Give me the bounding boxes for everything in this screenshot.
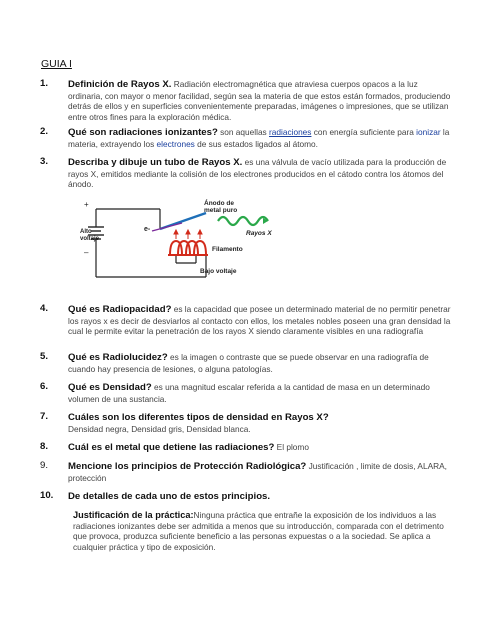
list-item — [40, 442, 452, 454]
list-item — [40, 352, 452, 374]
plus-sign: + — [84, 200, 89, 209]
justificacion-text: Ninguna práctica que entrañe la exposición de los individuos a las radiaciones ionizantes debe ser admitida a menos que su introducción, comparada con el detrimento que provoca, produzca suficiente beneficio a las personas expuestas o a la sociedad. Se aplica a cualquier práctica y tipo de exposición. — [73, 510, 444, 552]
alto-voltaje-label: Alto — [80, 229, 92, 235]
electron-beam-arrow — [152, 223, 182, 231]
filament-coil — [168, 241, 208, 255]
alto-voltaje-label: voltaje — [80, 236, 100, 242]
question: Qué es Radiopacidad? — [68, 304, 172, 315]
list-item — [40, 461, 452, 483]
item-number: 10. — [40, 490, 54, 501]
question: Qué son radiaciones ionizantes? — [68, 127, 218, 138]
list-item — [40, 491, 452, 503]
question: Qué es Densidad? — [68, 382, 152, 393]
item-number: 1. — [40, 78, 49, 89]
answer: es la capacidad que posee un determinado material de no permitir penetrar los rayos x es decir de desviarlos al contacto con ellos, los metales nobles poseen una gran densidad la cual le permite evitar la penetración de los rayos X siendo claramente visibles en una radiografía — [68, 304, 451, 337]
answer: es la imagen o contraste que se puede observar en una radiografía de cuando hay presencia de lesiones, o alguna patologías. — [68, 352, 429, 374]
xray-wave — [218, 217, 268, 225]
item-number: 5. — [40, 351, 49, 362]
page-title: GUIA I — [41, 58, 72, 70]
item-number: 7. — [40, 411, 49, 422]
bajo-voltaje-label: Bajo voltaje — [200, 268, 237, 275]
answer: es una válvula de vacío utilizada para la producción de rayos X, emitidos mediante la colisión de los electrones producidos en el cátodo contra los átomos del ánodo. — [68, 157, 447, 190]
question: Cuáles son los diferentes tipos de densidad en Rayos X? — [68, 412, 329, 423]
question: Qué es Radiolucidez? — [68, 352, 168, 363]
list-item — [40, 304, 452, 337]
radiaciones-link[interactable]: radiaciones — [269, 127, 312, 137]
question: Describa y dibuje un tubo de Rayos X. — [68, 157, 243, 168]
list-item — [40, 79, 452, 122]
justificacion-paragraph — [73, 510, 453, 552]
answer: Justificación , limite de dosis, ALARA, protección — [68, 461, 447, 483]
list-item — [40, 157, 452, 190]
answer: Radiación electromagnética que atraviesa cuerpos opacos a la luz ordinaria, con mayor o menor facilidad, según sea la materia de que estos están formados, produciendo detrás de ellos y en superficies convenientemente preparadas, imágenes o impresiones, que se utilizan entre otros fines para la exploración médica. — [68, 79, 451, 122]
question: De detalles de cada uno de estos principios. — [68, 491, 271, 502]
list-item — [40, 382, 452, 404]
item-number: 8. — [40, 441, 49, 452]
answer: Densidad negra, Densidad gris, Densidad blanca. — [68, 423, 251, 434]
anodo-label: Ánodo de — [204, 200, 234, 207]
answer: es una magnitud escalar referida a la cantidad de masa en un determinado volumen de una sustancia. — [68, 382, 430, 404]
ionizar-link[interactable]: ionizar — [416, 127, 441, 137]
item-number: 9. — [40, 460, 49, 471]
answer-part: la materia, extrayendo los — [68, 127, 450, 149]
filamento-label: Filamento — [212, 246, 243, 253]
question: Cuál es el metal que detiene las radiaciones? — [68, 442, 275, 453]
answer-part: son aquellas — [217, 127, 270, 137]
item-number: 6. — [40, 381, 49, 392]
item-number: 2. — [40, 126, 49, 137]
rayos-x-label: Rayos X — [246, 230, 272, 237]
xray-tube-diagram — [78, 193, 298, 288]
answer-part: de sus estados ligados al átomo. — [194, 138, 318, 149]
question: Mencione los principios de Protección Radiológica? — [68, 461, 307, 472]
question: Definición de Rayos X. — [68, 79, 172, 90]
item-number: 3. — [40, 156, 49, 167]
anodo-label: metal puro — [204, 207, 238, 214]
list-item — [40, 127, 452, 149]
answer-part: con energía suficiente para — [311, 127, 417, 137]
list-item — [40, 412, 452, 434]
electrones-link[interactable]: electrones — [156, 138, 195, 149]
item-number: 4. — [40, 303, 49, 314]
minus-sign: – — [84, 248, 89, 257]
electron-label: e- — [144, 226, 151, 233]
justificacion-title: Justificación de la práctica: — [73, 510, 194, 520]
answer: El plomo — [274, 442, 309, 452]
